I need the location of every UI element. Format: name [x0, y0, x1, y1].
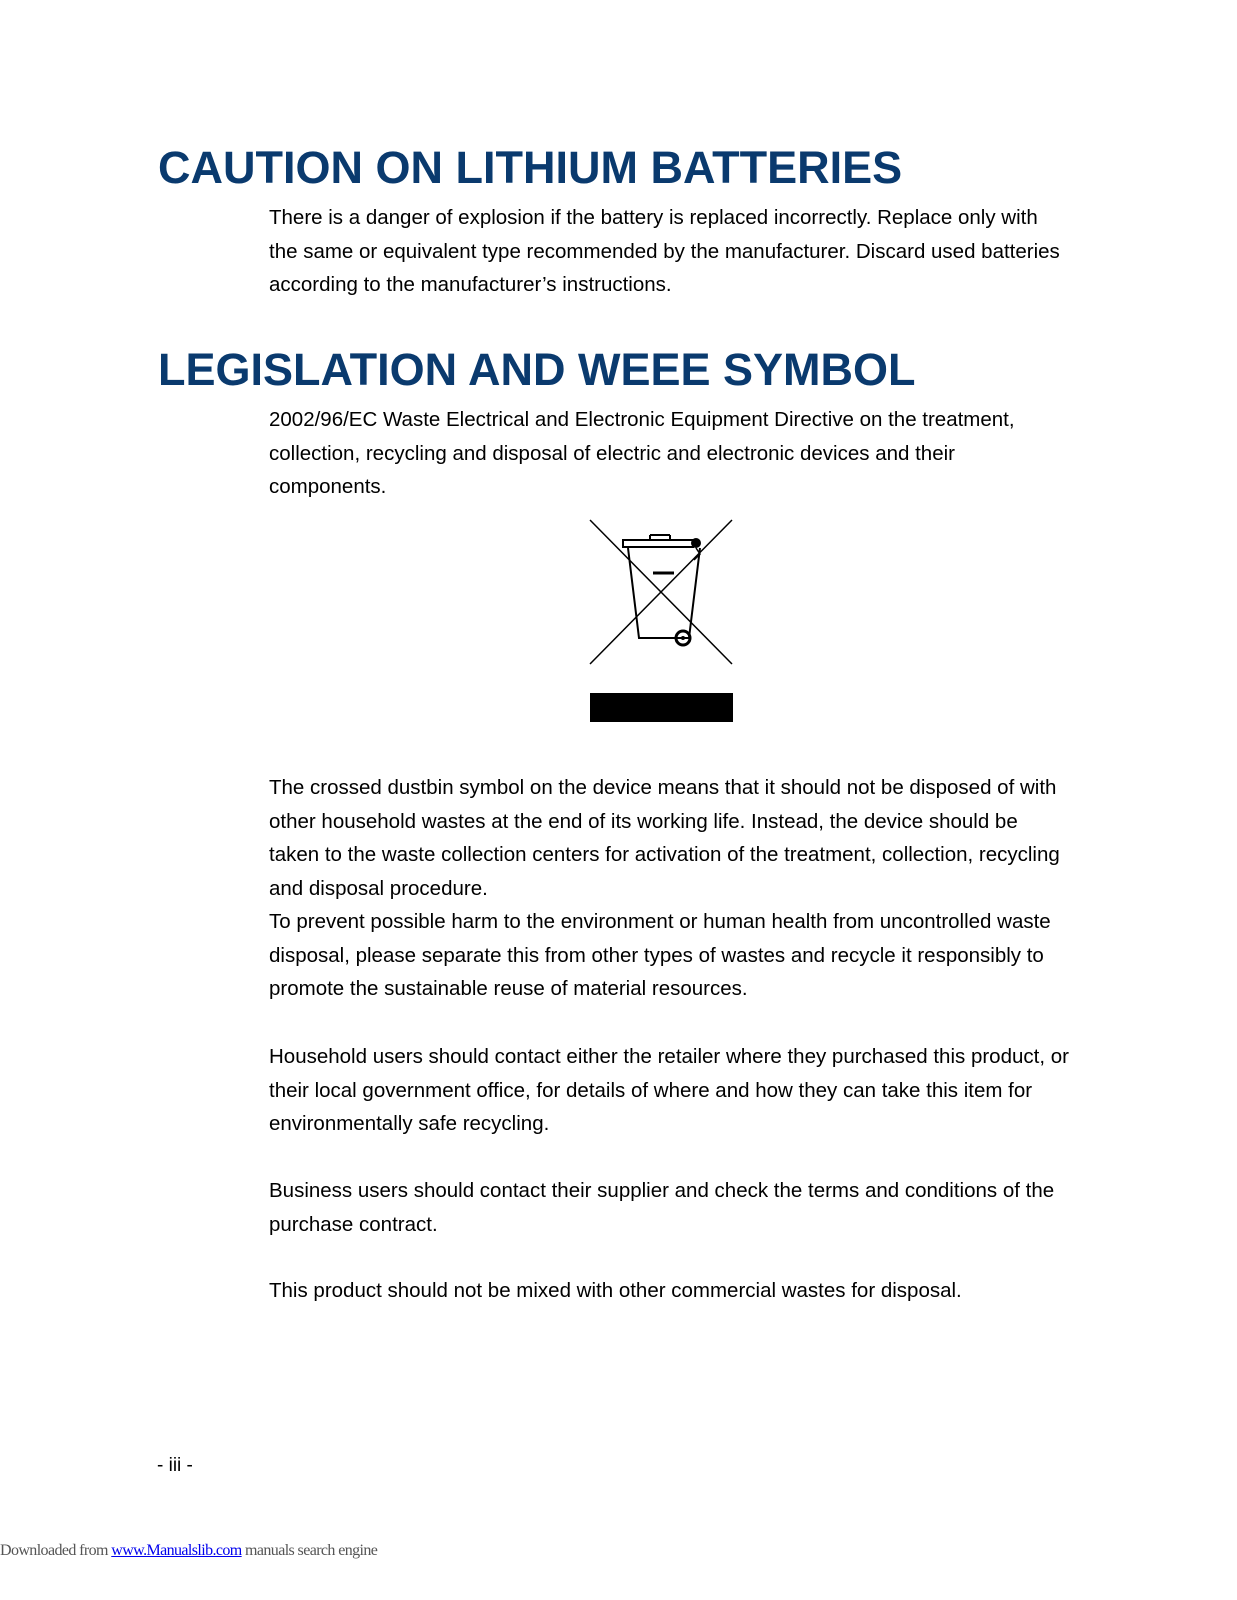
footer-prefix: Downloaded from — [0, 1542, 112, 1559]
page-number: - iii - — [157, 1455, 193, 1476]
footer-suffix: manuals search engine — [241, 1542, 378, 1559]
directive-paragraph: 2002/96/EC Waste Electrical and Electronic Equipment Directive on the treatment, collection, recycling and disposal of electric and electronic devices and their components. — [269, 408, 1015, 499]
weee-heading: LEGISLATION AND WEEE SYMBOL — [158, 344, 916, 395]
crossed-bin-paragraph: The crossed dustbin symbol on the device means that it should not be disposed of with other household wastes at the end of its working life. Instead, the device should be taken to the waste collection centers for activation of the treatment, collection, recycling and disposal procedure. — [269, 776, 1060, 900]
caution-heading: CAUTION ON LITHIUM BATTERIES — [158, 142, 903, 193]
prevent-harm-paragraph: To prevent possible harm to the environment or human health from uncontrolled waste disposal, please separate this from other types of wastes and recycle it responsibly to promote the sustainable reuse of material resources. — [269, 910, 1051, 1001]
business-users-paragraph: Business users should contact their supplier and check the terms and conditions of the purchase contract. — [269, 1179, 1055, 1236]
crossed-out-wheelie-bin-icon — [588, 518, 734, 724]
commercial-waste-paragraph: This product should not be mixed with other commercial wastes for disposal. — [269, 1279, 962, 1302]
caution-paragraph: There is a danger of explosion if the battery is replaced incorrectly. Replace only with the same or equivalent type recommended by the manufacturer. Discard used batteries according to the manufacturer’s instructions. — [269, 206, 1060, 297]
household-users-paragraph: Household users should contact either the retailer where they purchased this product, or their local government office, for details of where and how they can take this item for environmentally safe recycling. — [269, 1045, 1069, 1136]
manualslib-link[interactable]: www.Manualslib.com — [111, 1542, 242, 1559]
download-footer — [0, 1541, 377, 1561]
